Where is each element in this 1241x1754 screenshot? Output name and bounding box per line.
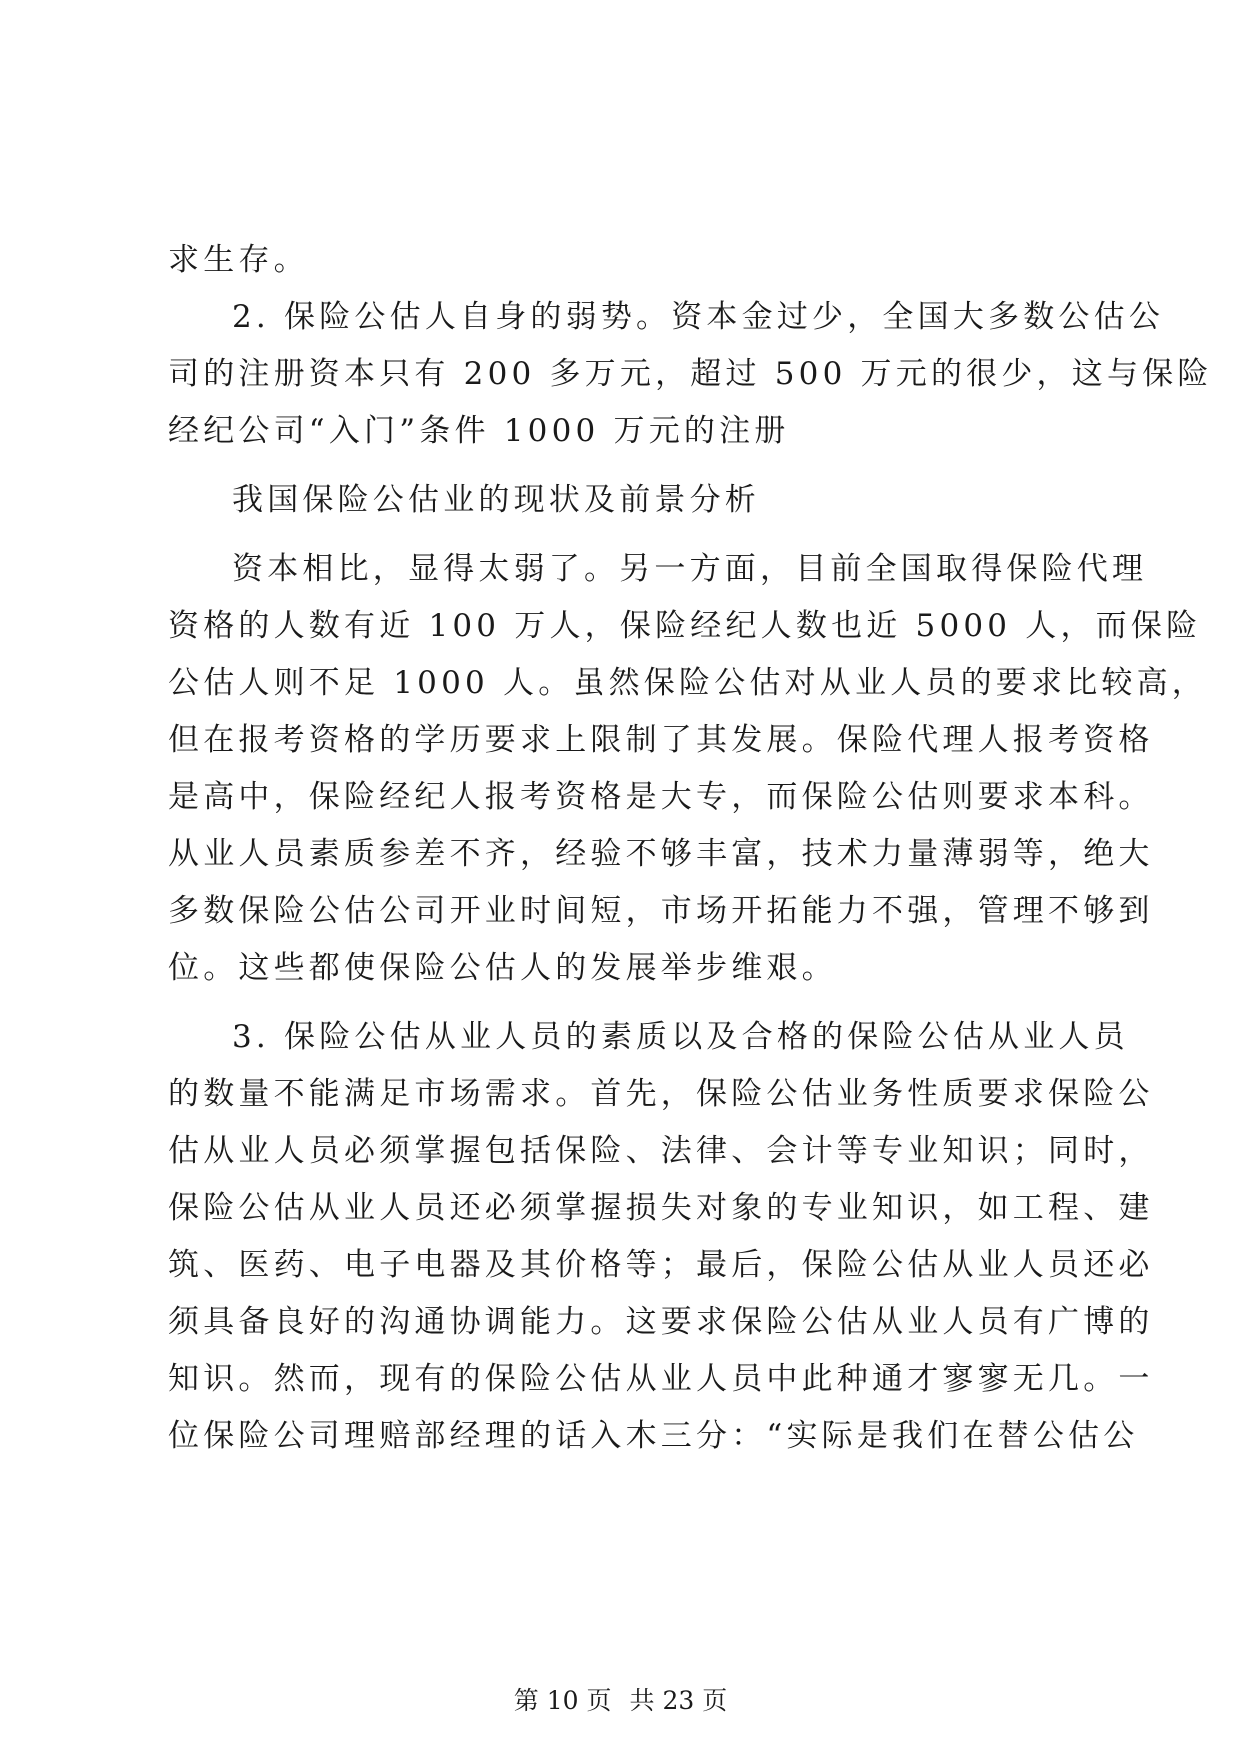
- text-line: 知识。然而，现有的保险公估从业人员中此种通才寥寥无几。一: [168, 1361, 1154, 1397]
- page-number: 第 10 页: [513, 1686, 612, 1715]
- page-total: 共 23 页: [629, 1686, 728, 1715]
- text-line: 保险公估从业人员还必须掌握损失对象的专业知识，如工程、建: [168, 1190, 1154, 1226]
- page-footer: [0, 1686, 1241, 1716]
- text-line: 位。这些都使保险公估人的发展举步维艰。: [168, 950, 837, 986]
- text-line: 司的注册资本只有 200 多万元，超过 500 万元的很少，这与保险: [168, 356, 1213, 392]
- text-line: 须具备良好的沟通协调能力。这要求保险公估从业人员有广博的: [168, 1304, 1154, 1340]
- text-line: 但在报考资格的学历要求上限制了其发展。保险代理人报考资格: [168, 722, 1154, 758]
- section-heading: 我国保险公估业的现状及前景分析: [232, 482, 760, 518]
- text-line: 的数量不能满足市场需求。首先，保险公估业务性质要求保险公: [168, 1076, 1154, 1112]
- text-line: 求生存。: [168, 242, 309, 278]
- text-line: 位保险公司理赔部经理的话入木三分：“实际是我们在替公估公: [168, 1418, 1139, 1454]
- text-line: 资本相比，显得太弱了。另一方面，目前全国取得保险代理: [232, 551, 1148, 587]
- text-line: 公估人则不足 1000 人。虽然保险公估对从业人员的要求比较高，: [168, 665, 1207, 701]
- text-line: 是高中，保险经纪人报考资格是大专，而保险公估则要求本科。: [168, 779, 1154, 815]
- text-line: 从业人员素质参差不齐，经验不够丰富，技术力量薄弱等，绝大: [168, 836, 1154, 872]
- text-line: 筑、医药、电子电器及其价格等；最后，保险公估从业人员还必: [168, 1247, 1154, 1283]
- text-line: 3. 保险公估从业人员的素质以及合格的保险公估从业人员: [232, 1019, 1129, 1055]
- text-line: 估从业人员必须掌握包括保险、法律、会计等专业知识；同时，: [168, 1133, 1154, 1169]
- text-line: 多数保险公估公司开业时间短，市场开拓能力不强，管理不够到: [168, 893, 1154, 929]
- text-line: 资格的人数有近 100 万人，保险经纪人数也近 5000 人，而保险: [168, 608, 1202, 644]
- text-line: 经纪公司“入门”条件 1000 万元的注册: [168, 413, 790, 449]
- text-line: 2. 保险公估人自身的弱势。资本金过少，全国大多数公估公: [232, 299, 1165, 335]
